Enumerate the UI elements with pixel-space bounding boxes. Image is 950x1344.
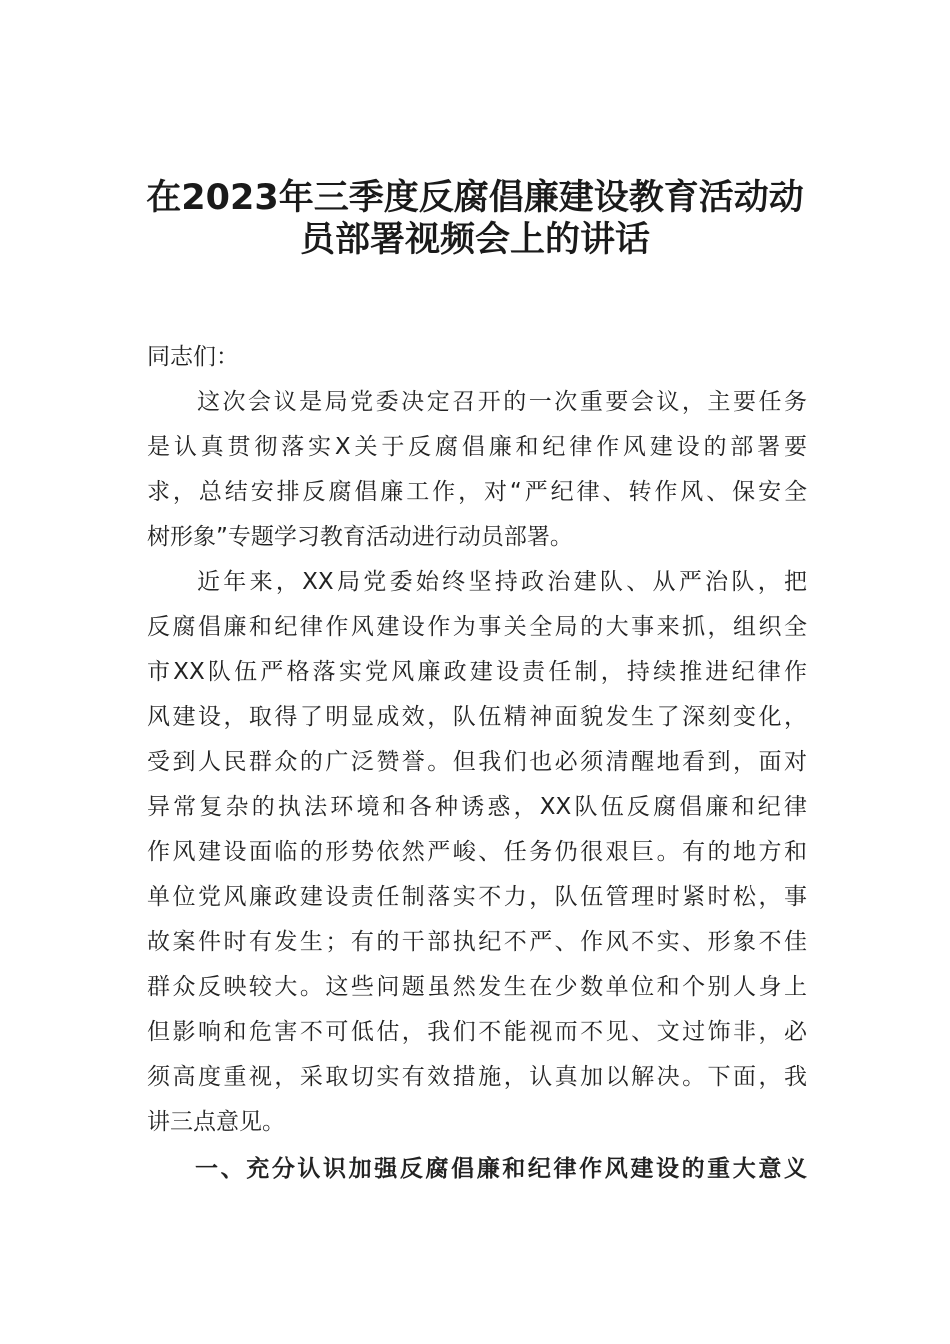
document-body xyxy=(147,335,807,1192)
paragraph-2-line: 讲三点意见。 xyxy=(147,1109,285,1135)
paragraph-2-line: 单位党风廉政建设责任制落实不力，队伍管理时紧时松，事 xyxy=(147,884,807,910)
document-title-line-2: 员部署视频会上的讲话 xyxy=(299,220,650,260)
paragraph-2-line: 近年来，XX局党委始终坚持政治建队、从严治队，把 xyxy=(197,569,807,595)
paragraph-2-line: 反腐倡廉和纪律作风建设作为事关全局的大事来抓，组织全 xyxy=(147,614,807,640)
paragraph-2-line: 但影响和危害不可低估，我们不能视而不见、文过饰非，必 xyxy=(147,1019,807,1045)
section-heading-1: 一、充分认识加强反腐倡廉和纪律作风建设的重大意义 xyxy=(195,1156,807,1182)
paragraph-2-line: 受到人民群众的广泛赞誉。但我们也必须清醒地看到，面对 xyxy=(147,749,807,775)
paragraph-2-line: 市XX队伍严格落实党风廉政建设责任制，持续推进纪律作 xyxy=(147,659,807,685)
paragraph-2-line: 风建设，取得了明显成效，队伍精神面貌发生了深刻变化， xyxy=(147,704,807,730)
paragraph-2-line: 异常复杂的执法环境和各种诱惑，XX队伍反腐倡廉和纪律 xyxy=(147,794,807,820)
paragraph-2-line: 须高度重视，采取切实有效措施，认真加以解决。下面，我 xyxy=(147,1064,807,1090)
paragraph-2-line: 作风建设面临的形势依然严峻、任务仍很艰巨。有的地方和 xyxy=(147,839,807,865)
document-title-line-1: 在2023年三季度反腐倡廉建设教育活动动 xyxy=(146,178,804,218)
paragraph-2-line: 群众反映较大。这些问题虽然发生在少数单位和个别人身上 xyxy=(147,974,807,1000)
paragraph-1-line: 是认真贯彻落实X关于反腐倡廉和纪律作风建设的部署要 xyxy=(147,434,807,460)
salutation: 同志们： xyxy=(147,344,239,370)
paragraph-2-line: 故案件时有发生；有的干部执纪不严、作风不实、形象不佳 xyxy=(147,929,807,955)
paragraph-1-line: 这次会议是局党委决定召开的一次重要会议，主要任务 xyxy=(197,389,807,415)
paragraph-1-line: 求，总结安排反腐倡廉工作，对“严纪律、转作风、保安全 xyxy=(147,479,807,505)
paragraph-1-line: 树形象”专题学习教育活动进行动员部署。 xyxy=(147,524,573,550)
